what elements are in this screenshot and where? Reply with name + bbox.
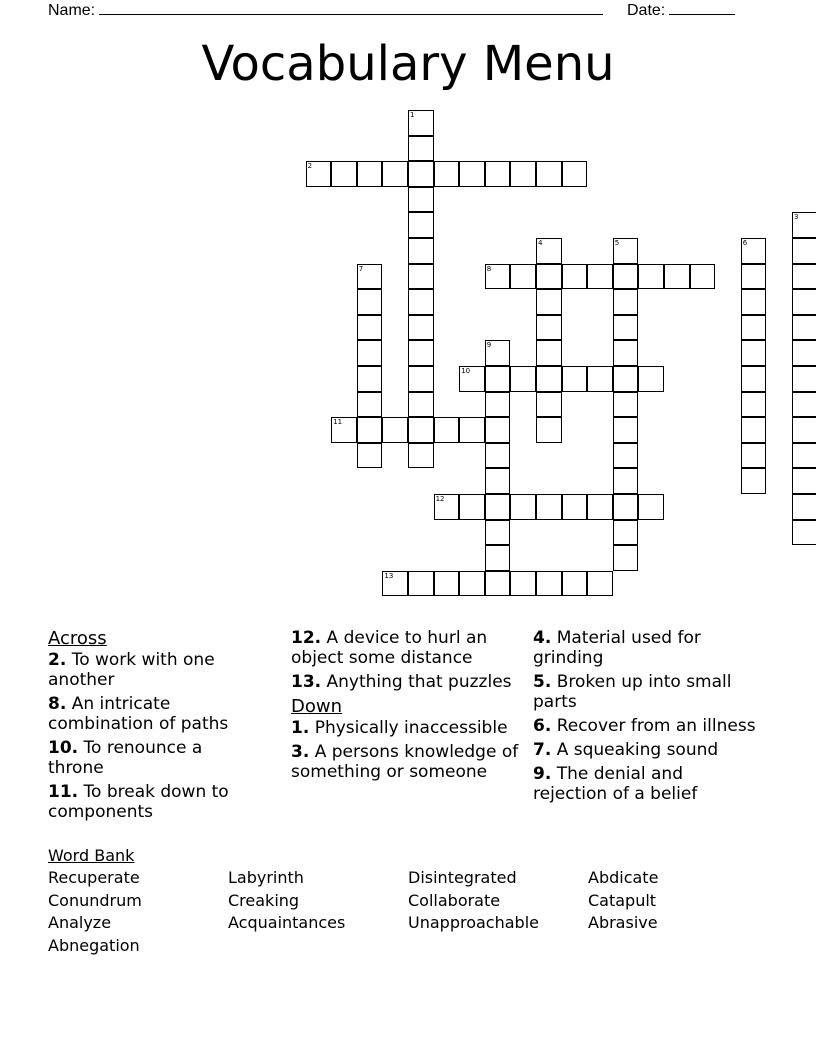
crossword-cell[interactable] — [434, 494, 460, 520]
crossword-cell[interactable] — [408, 238, 434, 264]
crossword-cell[interactable] — [792, 417, 816, 443]
crossword-cell[interactable] — [485, 545, 511, 571]
clue-number: 6 — [742, 239, 748, 247]
crossword-cell[interactable] — [485, 161, 511, 187]
crossword-cell[interactable] — [357, 315, 383, 341]
crossword-cell[interactable] — [408, 187, 434, 213]
clue-text: To break down to components — [48, 782, 229, 822]
crossword-cell[interactable] — [357, 289, 383, 315]
clue-number: 2 — [307, 162, 313, 171]
crossword-cell[interactable] — [408, 136, 434, 162]
crossword-cell[interactable] — [485, 340, 511, 366]
clue-item — [533, 672, 761, 712]
crossword-cell[interactable] — [485, 494, 511, 520]
crossword-cell[interactable] — [613, 340, 639, 366]
crossword-cell[interactable] — [510, 494, 536, 520]
word-bank-item: Unapproachable — [408, 913, 539, 932]
crossword-cell[interactable] — [741, 264, 767, 290]
crossword-cell[interactable] — [357, 366, 383, 392]
crossword-cell[interactable] — [408, 366, 434, 392]
crossword-cell[interactable] — [587, 571, 613, 597]
clue-text: Material used for grinding — [533, 628, 701, 668]
crossword-cell[interactable] — [741, 315, 767, 341]
crossword-cell[interactable] — [613, 264, 639, 290]
crossword-cell[interactable] — [434, 161, 460, 187]
clue-number-label: 9. — [533, 764, 552, 784]
clue-number: 5 — [614, 239, 620, 247]
crossword-cell[interactable] — [306, 161, 332, 187]
clue-item — [48, 650, 248, 690]
crossword-cell[interactable] — [536, 366, 562, 392]
crossword-cell[interactable] — [792, 289, 816, 315]
word-bank-item: Labyrinth — [228, 868, 304, 887]
down-heading: Down — [291, 696, 343, 717]
crossword-cell[interactable] — [536, 494, 562, 520]
word-bank-item: Collaborate — [408, 890, 501, 910]
word-bank-item: Acquaintances — [228, 913, 346, 932]
crossword-cell[interactable] — [562, 494, 588, 520]
crossword-cell[interactable] — [741, 443, 767, 469]
crossword-cell[interactable] — [562, 571, 588, 597]
clue-item — [291, 628, 523, 668]
clue-number: 13 — [384, 571, 394, 580]
clue-text: To work with one another — [48, 650, 215, 690]
clue-number: 12 — [435, 495, 445, 503]
crossword-cell[interactable] — [792, 315, 816, 341]
clue-number: 11 — [333, 418, 343, 427]
word-bank-item: Disintegrated — [408, 868, 517, 887]
crossword-cell[interactable] — [741, 238, 767, 264]
word-bank-item: Catapult — [588, 890, 657, 910]
crossword-cell[interactable] — [459, 366, 485, 392]
crossword-cell[interactable] — [638, 264, 664, 290]
word-bank-item: Recuperate — [48, 868, 140, 887]
crossword-cell[interactable] — [562, 161, 588, 187]
crossword-cell[interactable] — [331, 417, 357, 443]
crossword-cell[interactable] — [562, 264, 588, 290]
crossword-cell[interactable] — [587, 366, 613, 392]
crossword-cell[interactable] — [357, 392, 383, 418]
crossword-cell[interactable] — [357, 340, 383, 366]
crossword-cell[interactable] — [792, 238, 816, 264]
crossword-cell[interactable] — [434, 417, 460, 443]
clue-item — [48, 782, 248, 822]
crossword-cell[interactable] — [408, 392, 434, 418]
crossword-cell[interactable] — [382, 161, 408, 187]
crossword-cell[interactable] — [613, 289, 639, 315]
crossword-cell[interactable] — [536, 161, 562, 187]
clue-number: 8 — [486, 264, 492, 273]
clue-number: 9 — [486, 341, 492, 350]
crossword-cell[interactable] — [664, 264, 690, 290]
crossword-cell[interactable] — [562, 366, 588, 392]
crossword-cell[interactable] — [613, 545, 639, 571]
crossword-cell[interactable] — [510, 161, 536, 187]
clue-number-label: 13. — [291, 672, 322, 692]
crossword-cell[interactable] — [382, 571, 408, 597]
clue-number: 1 — [410, 111, 415, 119]
crossword-cell[interactable] — [408, 289, 434, 315]
clue-text: Recover from an illness — [556, 716, 756, 736]
clue-text: To renounce a throne — [48, 738, 203, 778]
crossword-cell[interactable] — [382, 417, 408, 443]
crossword-cell[interactable] — [434, 571, 460, 597]
date-label: Date: — [627, 2, 666, 19]
crossword-cell[interactable] — [536, 417, 562, 443]
crossword-cell[interactable] — [613, 417, 639, 443]
clue-text: An intricate combination of paths — [48, 694, 229, 734]
clue-number-label: 2. — [48, 650, 67, 670]
crossword-cell[interactable] — [741, 340, 767, 366]
crossword-cell[interactable] — [536, 340, 562, 366]
clue-item — [291, 718, 523, 738]
crossword-cell[interactable] — [613, 366, 639, 392]
crossword-cell[interactable] — [587, 264, 613, 290]
crossword-cell[interactable] — [331, 161, 357, 187]
crossword-cell[interactable] — [792, 264, 816, 290]
crossword-cell[interactable] — [536, 392, 562, 418]
crossword-cell[interactable] — [638, 494, 664, 520]
crossword-cell[interactable] — [613, 238, 639, 264]
clue-item — [291, 672, 523, 692]
word-bank-item: Abrasive — [588, 913, 658, 932]
clue-text: Anything that puzzles — [326, 672, 512, 692]
crossword-cell[interactable] — [408, 212, 434, 238]
crossword-cell[interactable] — [408, 417, 434, 443]
crossword-cell[interactable] — [485, 392, 511, 418]
clue-number: 10 — [461, 367, 471, 375]
crossword-cell[interactable] — [536, 289, 562, 315]
clue-number-label: 12. — [291, 628, 322, 648]
clues-column-2 — [291, 628, 523, 786]
clue-text: Physically inaccessible — [314, 718, 508, 738]
crossword-cell[interactable] — [485, 443, 511, 469]
clue-item — [48, 738, 248, 778]
clue-number-label: 1. — [291, 718, 310, 738]
crossword-cell[interactable] — [792, 366, 816, 392]
word-bank-item: Creaking — [228, 890, 300, 910]
clue-number-label: 11. — [48, 782, 79, 802]
word-bank-item: Analyze — [48, 913, 112, 932]
crossword-cell[interactable] — [792, 212, 816, 238]
crossword-cell[interactable] — [690, 264, 716, 290]
clue-text: Broken up into small parts — [533, 672, 732, 712]
clue-number: 4 — [538, 239, 543, 247]
clue-number-label: 3. — [291, 742, 310, 762]
crossword-cell[interactable] — [792, 392, 816, 418]
crossword-cell[interactable] — [536, 264, 562, 290]
clue-number-label: 5. — [533, 672, 552, 692]
clue-text: The denial and rejection of a belief — [533, 764, 698, 804]
crossword-cell[interactable] — [459, 417, 485, 443]
word-bank-title: Word Bank — [48, 846, 135, 865]
crossword-cell[interactable] — [357, 264, 383, 290]
crossword-cell[interactable] — [638, 366, 664, 392]
clue-number: 3 — [794, 213, 799, 222]
crossword-cell[interactable] — [357, 443, 383, 469]
crossword-cell[interactable] — [459, 494, 485, 520]
crossword-cell[interactable] — [741, 392, 767, 418]
crossword-cell[interactable] — [459, 571, 485, 597]
crossword-cell[interactable] — [485, 468, 511, 494]
crossword-cell[interactable] — [613, 520, 639, 546]
crossword-cell[interactable] — [408, 161, 434, 187]
crossword-cell[interactable] — [741, 417, 767, 443]
crossword-cell[interactable] — [408, 340, 434, 366]
crossword-cell[interactable] — [408, 315, 434, 341]
clue-item — [533, 628, 761, 668]
name-label: Name: — [48, 2, 96, 19]
crossword-cell[interactable] — [408, 571, 434, 597]
clues-column-3 — [533, 628, 761, 808]
crossword-cell[interactable] — [613, 468, 639, 494]
clue-item — [533, 716, 761, 736]
crossword-cell[interactable] — [459, 161, 485, 187]
word-bank-item: Abnegation — [48, 935, 140, 955]
crossword-cell[interactable] — [408, 264, 434, 290]
clue-number-label: 10. — [48, 738, 79, 758]
crossword-cell[interactable] — [485, 264, 511, 290]
crossword-cell[interactable] — [485, 520, 511, 546]
crossword-cell[interactable] — [485, 571, 511, 597]
crossword-cell[interactable] — [613, 443, 639, 469]
clue-text: A device to hurl an object some distance — [291, 628, 488, 668]
crossword-cell[interactable] — [408, 110, 434, 136]
crossword-cell[interactable] — [536, 238, 562, 264]
crossword-cell[interactable] — [485, 366, 511, 392]
crossword-cell[interactable] — [792, 340, 816, 366]
clue-item — [533, 764, 761, 804]
crossword-cell[interactable] — [792, 468, 816, 494]
crossword-cell[interactable] — [741, 366, 767, 392]
crossword-cell[interactable] — [741, 468, 767, 494]
crossword-cell[interactable] — [536, 315, 562, 341]
clue-text: A squeaking sound — [556, 740, 719, 760]
crossword-cell[interactable] — [510, 264, 536, 290]
crossword-cell[interactable] — [408, 443, 434, 469]
clue-number: 7 — [358, 264, 364, 273]
crossword-cell[interactable] — [741, 289, 767, 315]
crossword-cell[interactable] — [510, 366, 536, 392]
crossword-cell[interactable] — [510, 571, 536, 597]
crossword-cell[interactable] — [587, 494, 613, 520]
across-heading: Across — [48, 628, 107, 649]
clue-item — [48, 694, 248, 734]
crossword-cell[interactable] — [792, 520, 816, 546]
crossword-cell[interactable] — [792, 443, 816, 469]
clue-number-label: 8. — [48, 694, 67, 714]
clue-number-label: 7. — [533, 740, 552, 760]
clue-text: A persons knowledge of something or someone — [291, 742, 519, 782]
crossword-cell[interactable] — [357, 161, 383, 187]
crossword-cell[interactable] — [792, 494, 816, 520]
page-title: Vocabulary Menu — [201, 36, 615, 92]
crossword-cell[interactable] — [613, 315, 639, 341]
crossword-cell[interactable] — [613, 392, 639, 418]
crossword-cell[interactable] — [613, 494, 639, 520]
crossword-cell[interactable] — [357, 417, 383, 443]
crossword-cell[interactable] — [485, 417, 511, 443]
clues-column-1 — [48, 628, 248, 826]
clue-number-label: 4. — [533, 628, 552, 648]
clue-number-label: 6. — [533, 716, 552, 736]
clue-item — [533, 740, 761, 760]
word-bank-item: Conundrum — [48, 890, 142, 910]
crossword-cell[interactable] — [536, 571, 562, 597]
word-bank-item: Abdicate — [588, 868, 659, 887]
word-bank — [48, 868, 768, 956]
clue-item — [291, 742, 523, 782]
